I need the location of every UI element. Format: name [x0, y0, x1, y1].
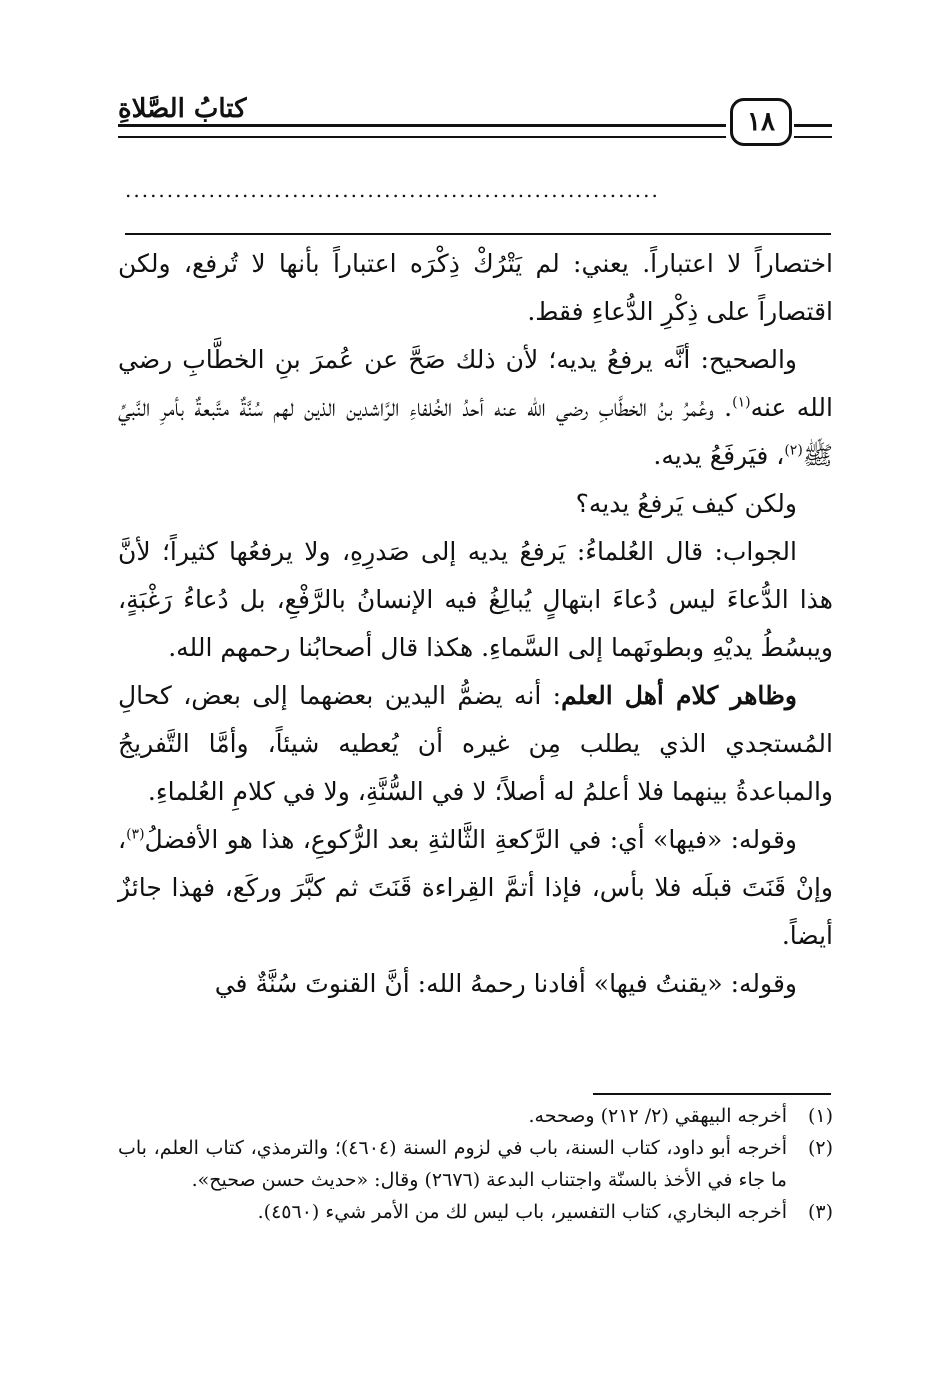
header-rule [118, 136, 726, 138]
paragraph: اختصاراً لا اعتباراً. يعني: لم يَتْرُكْ ذِكْرَه اعتباراً بأنها لا تُرفع، ولكن اقتصاراً على ذِكْرِ الدُّعاءِ فقط. [118, 249, 833, 326]
paragraph-text: وقوله: «فيها» أي: في الرَّكعةِ الثَّالثةِ بعد الرُّكوعِ، هذا هو الأفضلُ [144, 825, 797, 854]
footnote-ref: (٣) [126, 826, 145, 843]
footnote [118, 1100, 833, 1132]
running-title: كتابُ الصَّلاةِ [118, 94, 247, 124]
paragraph: وقوله: «يقنتُ فيها» أفادنا رحمهُ الله: أنَّ القنوتَ سُنَّةٌ في [214, 969, 797, 998]
paragraph: ولكن كيف يَرفعُ يديه؟ [575, 489, 797, 518]
footnote-ref: (٢) [784, 442, 803, 459]
paragraph-text: والصحيح: أنَّه يرفعُ يديه؛ لأن ذلك صَحَّ عن عُمرَ بنِ الخطَّابِ رضي الله عنه [118, 345, 833, 422]
footnotes [118, 1100, 833, 1228]
paragraph [118, 336, 833, 480]
footnote-number: (٢) [807, 1137, 833, 1159]
paragraph [118, 816, 833, 960]
body-text [118, 240, 833, 1008]
footnote-text: أخرجه البيهقي (٢/ ٢١٢) وصححه. [528, 1105, 787, 1127]
bold-phrase: وظاهر كلام أهل العلم [561, 681, 797, 710]
footnote [118, 1196, 833, 1228]
footnote-number: (٣) [807, 1201, 833, 1223]
footnote-ref: (١) [732, 394, 751, 411]
paragraph: الجواب: قال العُلماءُ: يَرفعُ يديه إلى صَدرِهِ، ولا يرفعُها كثيراً؛ لأنَّ هذا الدُّعاءَ ليس دُعاءَ ابتهالٍ يُبالِغُ فيه الإنسانُ بالرَّفْعِ، بل دُعاءُ رَغْبَةٍ، ويبسُطُ يديْهِ وبطونَهما إلى السَّماءِ. هكذا قال أصحابُنا رحمهم الله. [118, 537, 833, 662]
paragraph [118, 672, 833, 816]
page-number: ١٨ [730, 98, 792, 146]
header-rule [794, 124, 832, 127]
dotted-line: ................................................................ [125, 178, 660, 202]
paragraph-text: : أنه يضمُّ اليدين بعضهما إلى بعض، كحالِ المُستجدي الذي يطلب مِن غيره أن يُعطيه شيئاً، وأمَّا التَّفريجُ والمباعدةُ بينهما فلا أعلمُ له أصلاً؛ لا في السُّنَّةِ، ولا في كلامِ العُلماءِ. [118, 681, 833, 806]
footnote-number: (١) [807, 1105, 833, 1127]
paragraph-text: . وعُمرُ بنُ الخطَّابِ رضي الله عنه أحدُ الخُلفاءِ الرَّاشدين الذين لهم سُنَّةٌ متَّبعةٌ بأمرِ النَّبيِّ ﷺ [118, 393, 833, 470]
footnote-text: أخرجه أبو داود، كتاب السنة، باب في لزوم السنة (٤٦٠٤)؛ والترمذي، كتاب العلم، باب ما جاء في الأخذ بالسنّة واجتناب البدعة (٢٦٧٦) وقال: «حديث حسن صحيح». [118, 1137, 787, 1191]
paragraph-text: ، فيَرفَعُ يديه. [653, 441, 785, 470]
separator-line [125, 233, 831, 235]
paragraph-text: ، وإنْ قَنَتَ قبلَه فلا بأس، فإذا أتمَّ القِراءة قَنَتَ ثم كبَّرَ وركَع، فهذا جائزٌ أيضاً. [118, 825, 833, 950]
footnote-text: أخرجه البخاري، كتاب التفسير، باب ليس لك من الأمر شيء (٤٥٦٠). [257, 1201, 787, 1223]
header-rule [118, 124, 726, 127]
header-rule [794, 136, 832, 138]
footnote-rule [593, 1093, 831, 1095]
footnote [118, 1132, 833, 1196]
